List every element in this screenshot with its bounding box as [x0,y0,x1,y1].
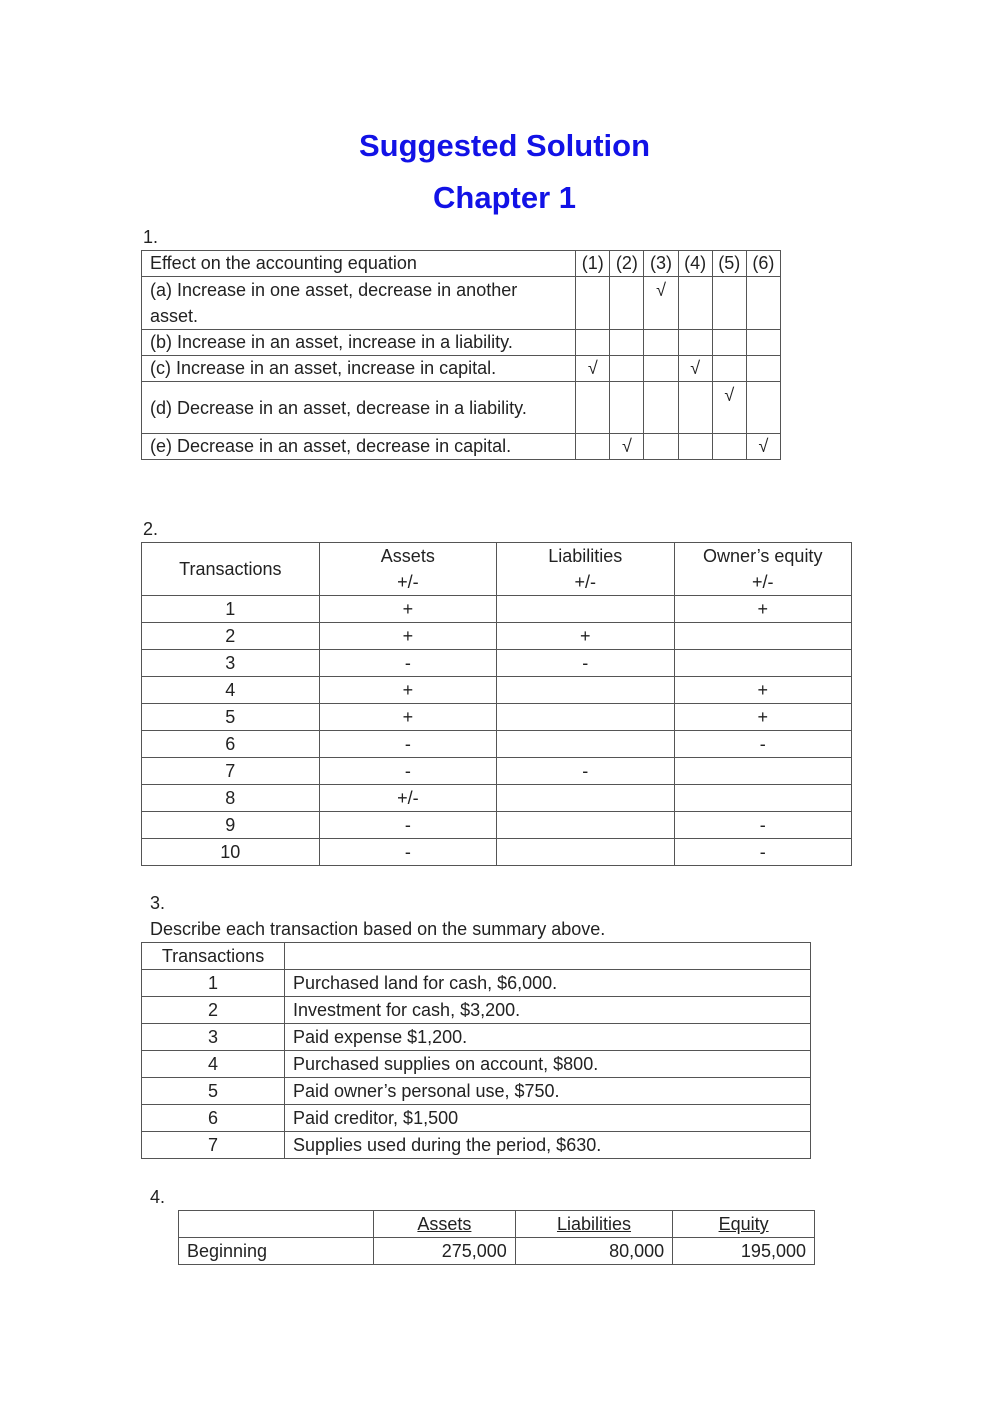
header-cell: (5) [712,251,746,277]
table-row [142,812,852,839]
cell: + [319,596,496,623]
cell: + [674,677,852,704]
check-cell [644,434,678,460]
check-cell: √ [644,277,678,330]
q3-table [141,942,811,1159]
cell [497,785,674,812]
header-cell: Equity [673,1211,815,1238]
cell [674,623,852,650]
cell: Investment for cash, $3,200. [285,997,811,1024]
check-cell [644,330,678,356]
cell: Purchased land for cash, $6,000. [285,970,811,997]
cell: 3 [142,650,320,677]
check-cell: √ [746,434,780,460]
cell: 3 [142,1024,285,1051]
cell: Paid expense $1,200. [285,1024,811,1051]
cell: 195,000 [673,1238,815,1265]
cell: 10 [142,839,320,866]
check-cell [712,434,746,460]
cell: + [674,596,852,623]
row-text: (e) Decrease in an asset, decrease in capital. [142,434,576,460]
header-cell [179,1211,374,1238]
table-row [142,839,852,866]
header-cell [285,943,811,970]
cell: + [319,677,496,704]
header-liabilities-sign: +/- [574,572,597,592]
header-cell: (2) [610,251,644,277]
table-row [142,356,781,382]
header-assets-sign: +/- [397,572,419,592]
check-cell [678,277,712,330]
check-cell [746,356,780,382]
cell: - [674,731,852,758]
cell [497,677,674,704]
header-equity: Owner’s equity [703,546,823,566]
table-row [142,1078,811,1105]
row-text: (c) Increase in an asset, increase in capital. [142,356,576,382]
table-row [142,277,781,330]
check-cell [678,330,712,356]
cell: 6 [142,731,320,758]
header-cell: (1) [576,251,610,277]
cell: 5 [142,704,320,731]
table-row [142,330,781,356]
question-1-label: 1. [143,227,159,247]
cell: 2 [142,997,285,1024]
check-cell [746,277,780,330]
table-row [142,1105,811,1132]
table-row [142,704,852,731]
cell: 80,000 [515,1238,672,1265]
table-row [142,785,852,812]
cell: 9 [142,812,320,839]
table-row [179,1238,815,1265]
cell: + [497,623,674,650]
header-cell-liabilities [497,543,674,596]
check-cell [644,356,678,382]
table-header-row [142,943,811,970]
table-row [142,596,852,623]
cell: 7 [142,1132,285,1159]
question-2-label: 2. [143,519,159,539]
cell: 2 [142,623,320,650]
cell: 5 [142,1078,285,1105]
cell: - [319,758,496,785]
table-row [142,997,811,1024]
header-cell: Assets [374,1211,516,1238]
cell: 4 [142,1051,285,1078]
row-text: (a) Increase in one asset, decrease in another asset. [142,277,576,330]
check-cell [576,277,610,330]
q1-table [141,250,781,460]
header-assets: Assets [380,546,435,566]
page-title: Suggested Solution [358,128,651,163]
check-cell [678,434,712,460]
cell: Beginning [179,1238,374,1265]
check-cell: √ [576,356,610,382]
cell [497,812,674,839]
cell: - [497,758,674,785]
cell: 1 [142,596,320,623]
cell [674,785,852,812]
cell: + [319,623,496,650]
cell: Paid owner’s personal use, $750. [285,1078,811,1105]
check-cell [610,330,644,356]
cell: - [674,812,852,839]
check-cell: √ [678,356,712,382]
row-text: (b) Increase in an asset, increase in a liability. [142,330,576,356]
cell: Paid creditor, $1,500 [285,1105,811,1132]
header-cell-equity [674,543,852,596]
cell: Supplies used during the period, $630. [285,1132,811,1159]
check-cell [678,382,712,434]
check-cell [576,434,610,460]
header-cell: (6) [746,251,780,277]
table-row [142,1024,811,1051]
header-cell: Effect on the accounting equation [142,251,576,277]
row-text: (d) Decrease in an asset, decrease in a liability. [142,382,576,434]
table-row [142,731,852,758]
cell: 1 [142,970,285,997]
cell: - [674,839,852,866]
cell: 4 [142,677,320,704]
table-row [142,677,852,704]
check-cell [644,382,678,434]
check-cell [610,277,644,330]
cell: - [319,812,496,839]
cell: Purchased supplies on account, $800. [285,1051,811,1078]
cell [497,731,674,758]
check-cell [712,277,746,330]
cell [674,650,852,677]
cell: - [319,731,496,758]
check-cell [746,330,780,356]
check-cell [746,382,780,434]
cell: 275,000 [374,1238,516,1265]
cell: - [319,650,496,677]
cell: + [319,704,496,731]
table-row [142,650,852,677]
table-row [142,1051,811,1078]
question-3-label: 3. [150,893,166,913]
header-cell: (3) [644,251,678,277]
cell: - [319,839,496,866]
table-row [142,758,852,785]
question-4-label: 4. [150,1187,166,1207]
header-cell: Transactions [142,943,285,970]
table-header-row [179,1211,815,1238]
table-row [142,382,781,434]
check-cell [576,330,610,356]
table-row [142,623,852,650]
chapter-heading: Chapter 1 [433,180,576,215]
question-3-instruction: Describe each transaction based on the summary above. [150,919,606,939]
check-cell: √ [610,434,644,460]
check-cell [712,356,746,382]
table-header-row [142,251,781,277]
check-cell: √ [712,382,746,434]
cell: 7 [142,758,320,785]
table-row [142,434,781,460]
cell: + [674,704,852,731]
cell: - [497,650,674,677]
header-cell: Liabilities [515,1211,672,1238]
q4-table [178,1210,815,1265]
header-cell: (4) [678,251,712,277]
check-cell [576,382,610,434]
cell: 6 [142,1105,285,1132]
check-cell [712,330,746,356]
check-cell [610,356,644,382]
header-cell: Transactions [142,543,320,596]
q2-table [141,542,852,866]
check-cell [610,382,644,434]
table-row [142,1132,811,1159]
table-header-row [142,543,852,596]
cell [674,758,852,785]
cell: 8 [142,785,320,812]
cell: +/- [319,785,496,812]
header-cell-assets [319,543,496,596]
cell [497,839,674,866]
cell [497,596,674,623]
header-equity-sign: +/- [751,572,774,592]
header-liabilities: Liabilities [548,546,623,566]
cell [497,704,674,731]
table-row [142,970,811,997]
